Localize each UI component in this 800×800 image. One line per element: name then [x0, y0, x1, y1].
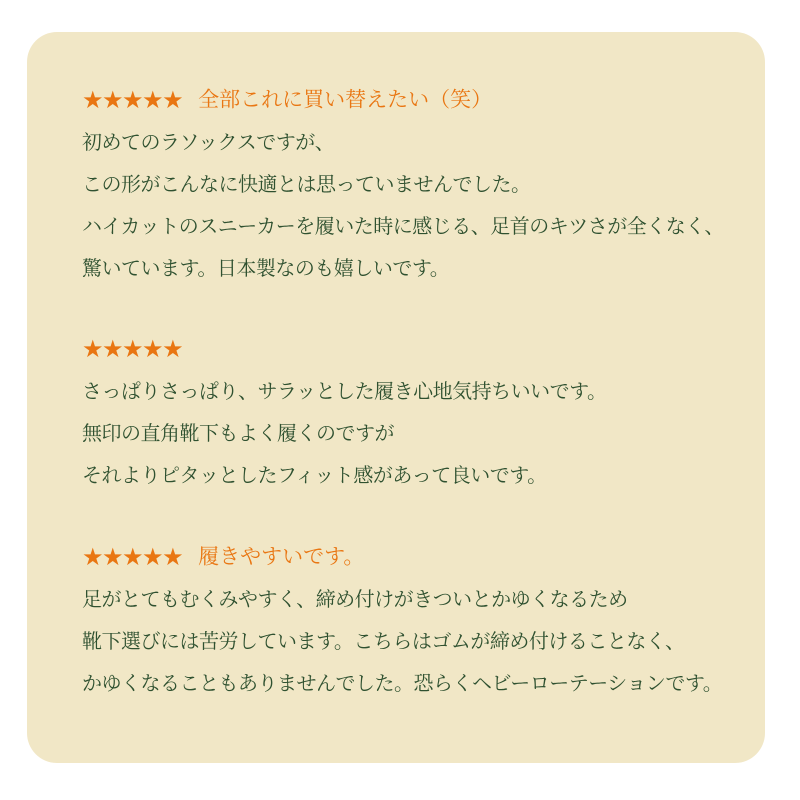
review-header — [82, 78, 731, 121]
review-item — [82, 328, 731, 497]
review-text-line: かゆくなることもありませんでした。恐らくヘビーローテーションです。 — [82, 670, 723, 695]
review-header — [82, 535, 731, 578]
review-item — [82, 78, 731, 289]
review-title: 全部これに買い替えたい（笑） — [198, 87, 493, 112]
star-rating: ★★★★★ — [82, 85, 183, 114]
star-rating: ★★★★★ — [82, 542, 183, 571]
review-text-line: この形がこんなに快適とは思っていませんでした。 — [82, 171, 531, 196]
review-text-line: 初めてのラソックスですが、 — [82, 129, 335, 154]
review-header — [82, 328, 731, 371]
review-title: 履きやすいです。 — [198, 544, 365, 569]
review-text-line: 無印の直角靴下もよく履くのですが — [82, 421, 394, 445]
review-text-line: 靴下選びには苦労しています。こちらはゴムが締め付けることなく、 — [82, 628, 685, 653]
review-item — [82, 535, 731, 704]
review-text-line: ハイカットのスニーカーを履いた時に感じる、足首のキツさが全くなく、 — [82, 213, 724, 238]
reviews-card — [27, 32, 765, 763]
review-text-line: さっぱりさっぱり、サラッとした履き心地気持ちいいです。 — [82, 379, 607, 403]
review-text-line: 驚いています。日本製なのも嬉しいです。 — [82, 255, 450, 280]
star-rating: ★★★★★ — [82, 335, 183, 363]
review-text-line: それよりピタッとしたフィット感があって良いです。 — [82, 463, 547, 487]
review-text-line: 足がとてもむくみやすく、締め付けがきついとかゆくなるため — [82, 586, 628, 611]
